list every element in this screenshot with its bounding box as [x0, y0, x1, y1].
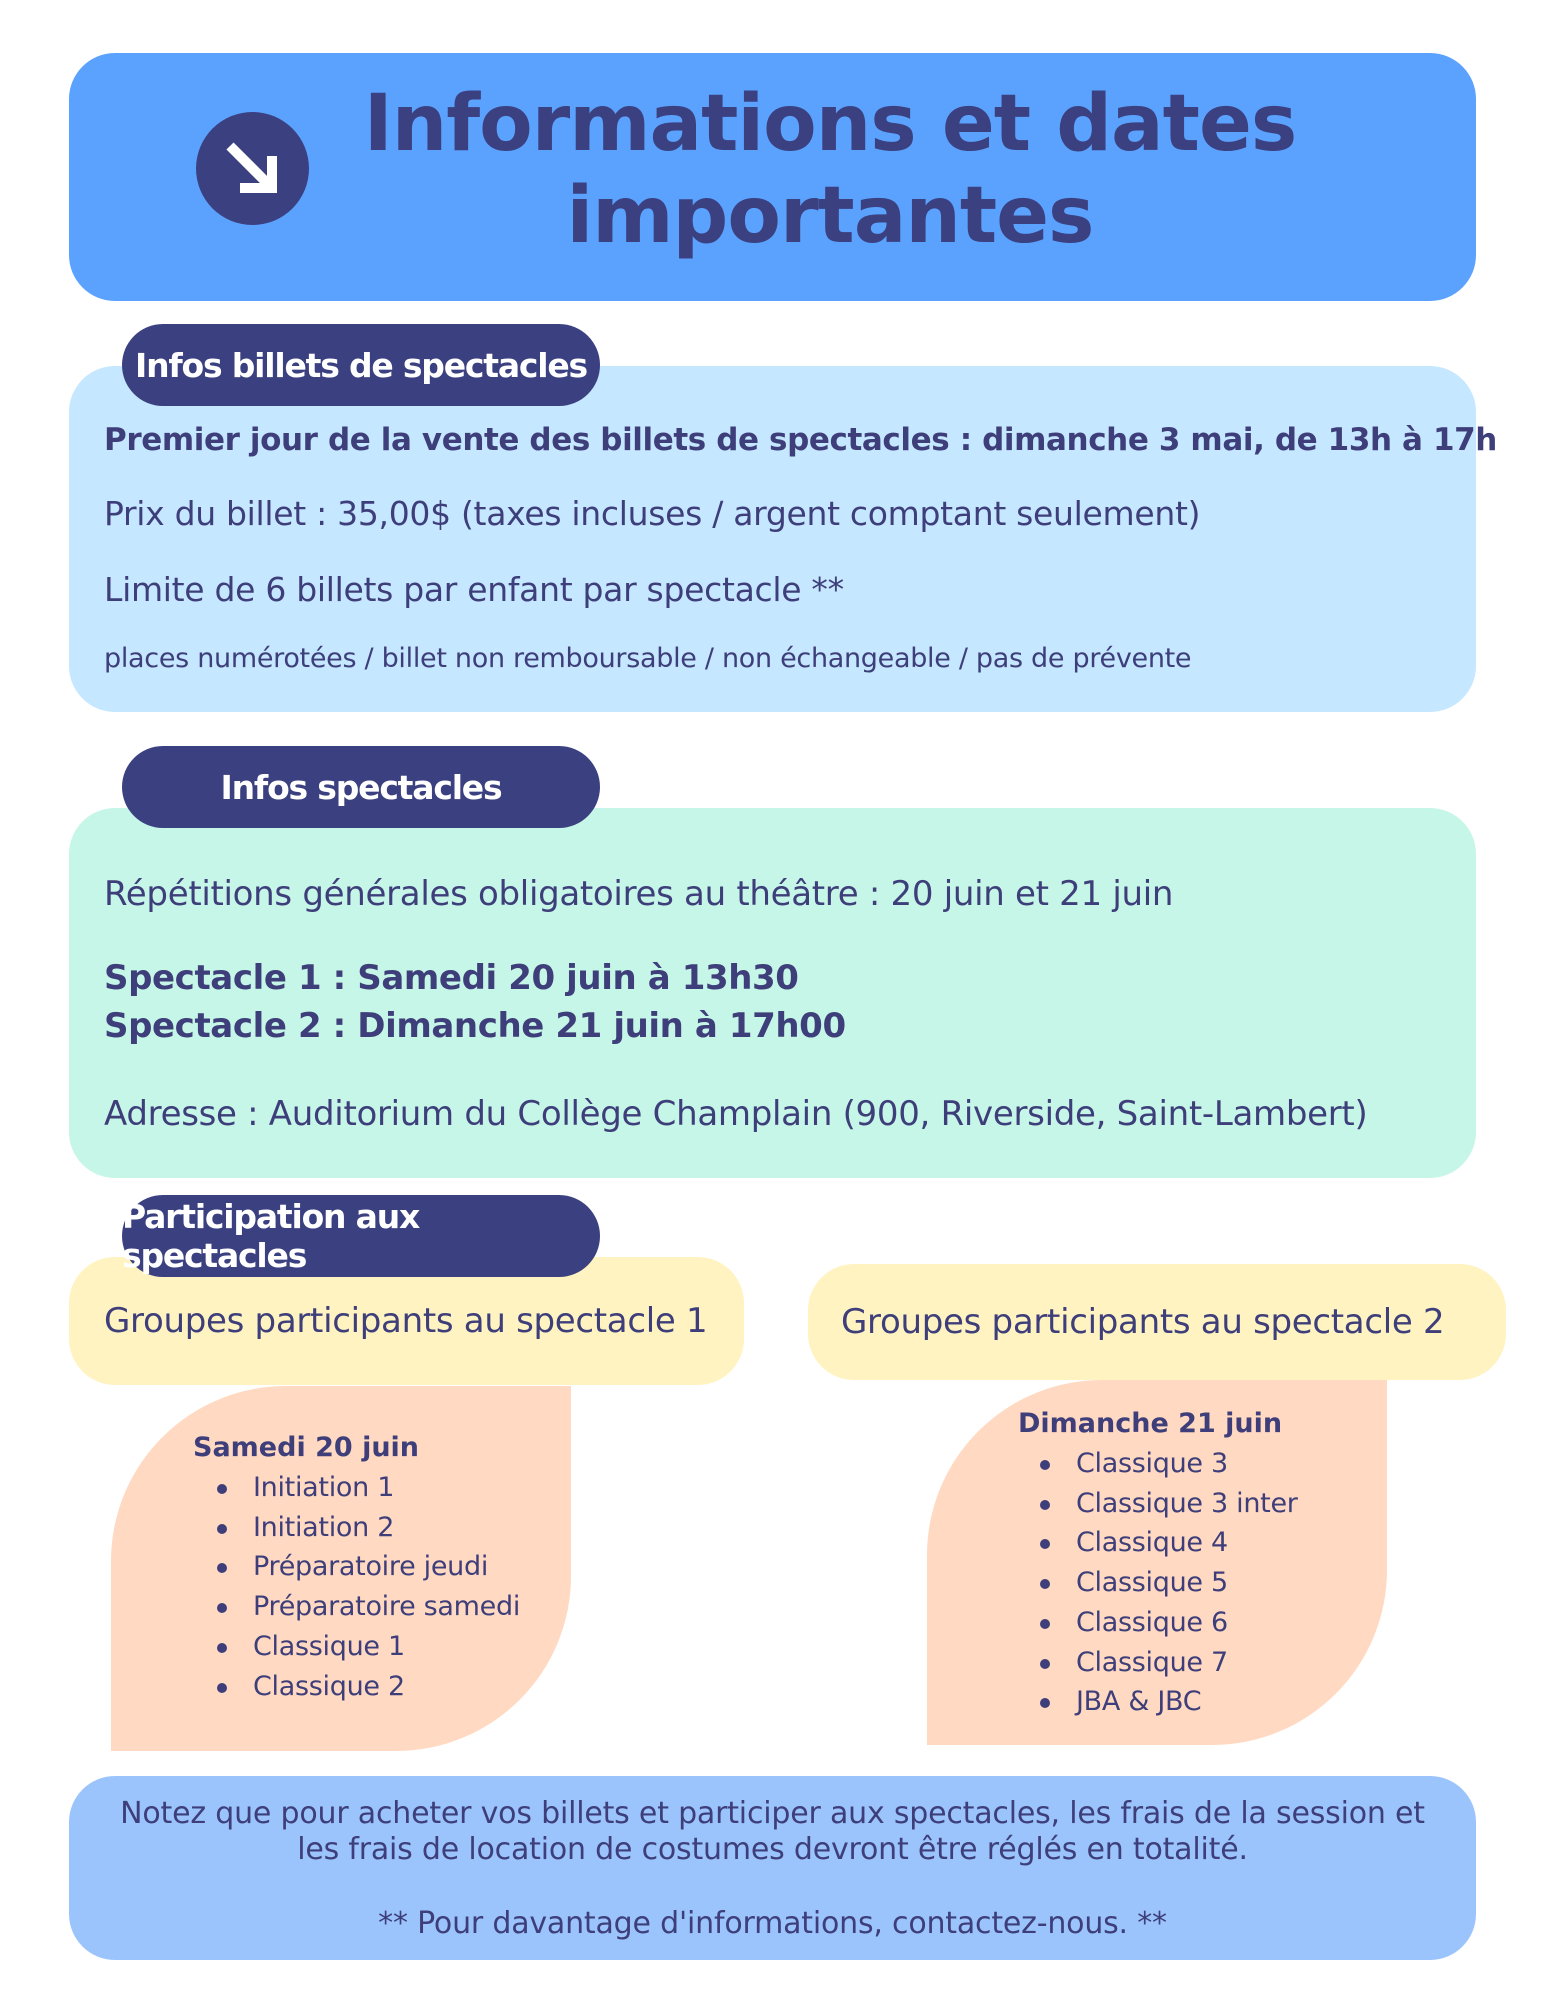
list-item: Classique 6 [1036, 1603, 1298, 1643]
group-1-date: Samedi 20 juin [193, 1432, 420, 1463]
show-2-date: Spectacle 2 : Dimanche 21 juin à 17h00 [104, 1006, 846, 1046]
list-item: Classique 3 [1036, 1444, 1298, 1484]
list-item: Classique 3 inter [1036, 1484, 1298, 1524]
list-item: Classique 7 [1036, 1643, 1298, 1683]
group-2-heading [808, 1264, 1506, 1380]
participation-heading: Participation aux spectacles [122, 1195, 600, 1277]
title-line-2: importantes [566, 171, 1094, 261]
ticket-price: Prix du billet : 35,00$ (taxes incluses / argent comptant seulement) [104, 494, 1201, 533]
show-address: Adresse : Auditorium du Collège Champlain (900, Riverside, Saint-Lambert) [104, 1094, 1368, 1134]
list-item: Classique 5 [1036, 1563, 1298, 1603]
footer-line-1: Notez que pour acheter vos billets et participer aux spectacles, les frais de la session et [120, 1796, 1425, 1831]
group-1-title: Groupes participants au spectacle 1 [104, 1301, 708, 1341]
show-1-date: Spectacle 1 : Samedi 20 juin à 13h30 [104, 958, 799, 998]
list-item: Initiation 2 [213, 1508, 520, 1548]
tickets-info-heading: Infos billets de spectacles [122, 324, 600, 406]
ticket-limit: Limite de 6 billets par enfant par spectacle ** [104, 570, 844, 609]
group-2-list [1036, 1444, 1298, 1722]
rehearsal-dates: Répétitions générales obligatoires au théâtre : 20 juin et 21 juin [104, 874, 1174, 914]
group-2-date: Dimanche 21 juin [1018, 1408, 1283, 1439]
shows-info-heading: Infos spectacles [122, 746, 600, 828]
group-2-title: Groupes participants au spectacle 2 [841, 1302, 1445, 1342]
list-item: Préparatoire samedi [213, 1587, 520, 1627]
ticket-conditions: places numérotées / billet non remboursable / non échangeable / pas de prévente [104, 643, 1192, 674]
list-item: JBA & JBC [1036, 1682, 1298, 1722]
arrow-down-right-icon [196, 112, 309, 225]
footer-line-2: les frais de location de costumes devront être réglés en totalité. [297, 1832, 1248, 1867]
list-item: Initiation 1 [213, 1468, 520, 1508]
group-1-list [213, 1468, 520, 1706]
list-item: Préparatoire jeudi [213, 1547, 520, 1587]
footer-contact-note: ** Pour davantage d'informations, contactez-nous. ** [378, 1906, 1167, 1941]
list-item: Classique 4 [1036, 1523, 1298, 1563]
list-item: Classique 2 [213, 1667, 520, 1707]
list-item: Classique 1 [213, 1627, 520, 1667]
page-title [320, 78, 1340, 262]
footer-notice [69, 1796, 1476, 1868]
ticket-sale-date: Premier jour de la vente des billets de spectacles : dimanche 3 mai, de 13h à 17h [104, 422, 1497, 458]
title-line-1: Informations et dates [363, 79, 1297, 169]
